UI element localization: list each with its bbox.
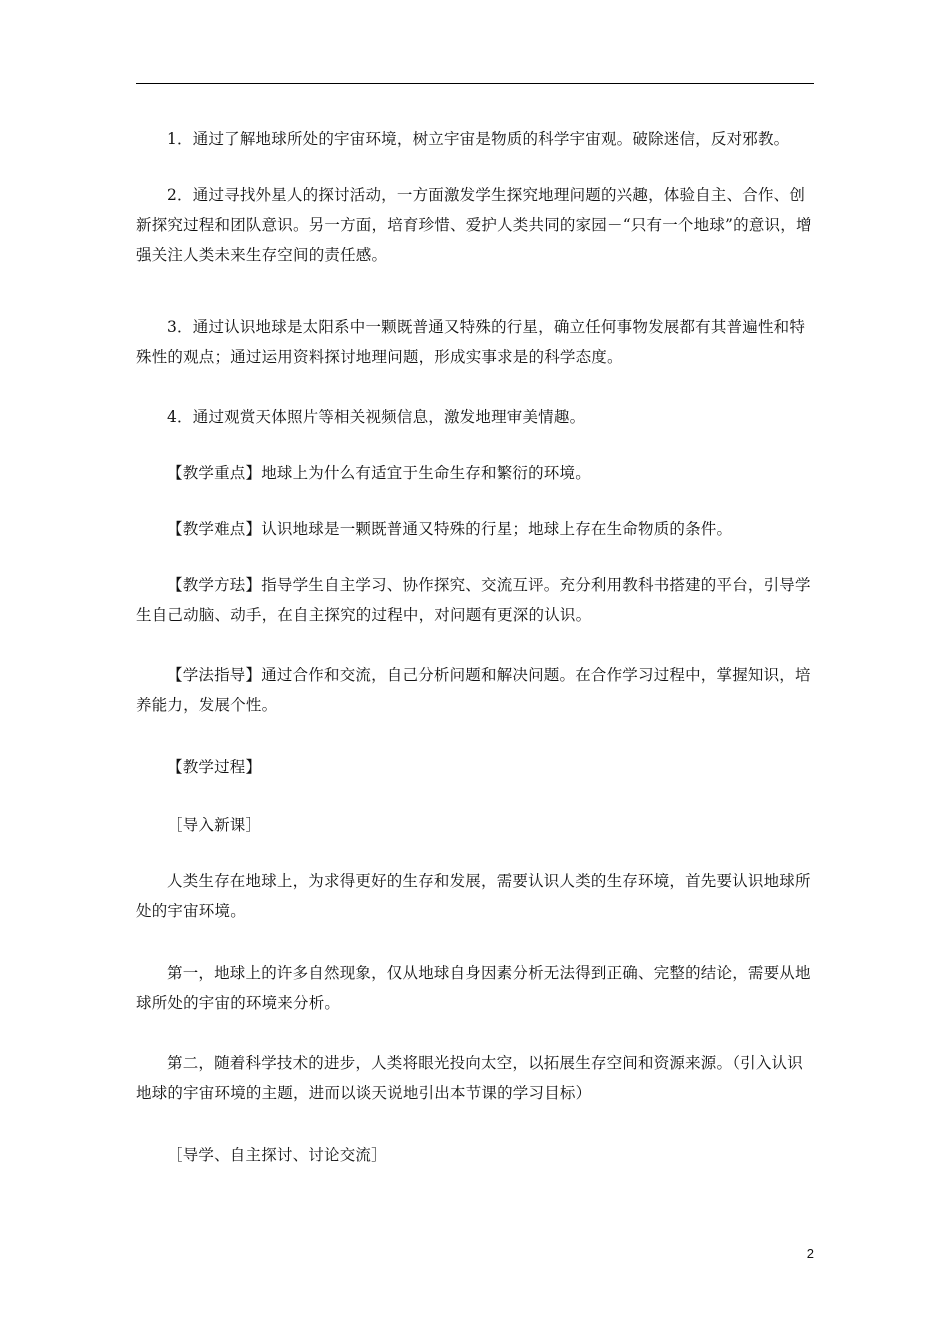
heading-guided-discussion: ［导学、自主探讨、讨论交流］ <box>167 1146 387 1164</box>
paragraph-intro-1: 人类生存在地球上，为求得更好的生存和发展，需要认识人类的生存环境，首先要认识地球所处的宇宙环境。 <box>136 872 811 920</box>
paragraph-goal-4: 4．通过观赏天体照片等相关视频信息，激发地理审美情趣。 <box>167 408 586 426</box>
heading-teaching-process: 【教学过程】 <box>167 758 262 776</box>
heading-new-lesson-intro: ［导入新课］ <box>167 816 262 834</box>
page-number: 2 <box>806 1246 814 1261</box>
paragraph-goal-3: 3．通过认识地球是太阳系中一颗既普通又特殊的行星，确立任何事物发展都有其普遍性和特殊性的观点；通过运用资料探讨地理问题，形成实事求是的科学态度。 <box>136 318 806 366</box>
paragraph-learning-guidance: 【学法指导】通过合作和交流，自己分析问题和解决问题。在合作学习过程中，掌握知识，培养能力，发展个性。 <box>136 666 811 714</box>
paragraph-intro-2: 第一，地球上的许多自然现象，仅从地球自身因素分析无法得到正确、完整的结论，需要从地球所处的宇宙的环境来分析。 <box>136 964 811 1012</box>
paragraph-teaching-method: 【教学方珐】指导学生自主学习、协作探究、交流互评。充分利用教科书搭建的平台，引导学生自己动脑、动手，在自主探究的过程中，对问题有更深的认识。 <box>136 576 811 624</box>
paragraph-goal-2: 2．通过寻找外星人的探讨活动，一方面激发学生探究地理问题的兴趣，体验自主、合作、创新探究过程和团队意识。另一方面，培育珍惜、爱护人类共同的家园－“只有一个地球”的意识，增强关注人类未来生存空间的责任感。 <box>136 186 812 264</box>
header-rule <box>136 83 814 84</box>
paragraph-teaching-difficulty: 【教学难点】认识地球是一颗既普通又特殊的行星；地球上存在生命物质的条件。 <box>167 520 733 538</box>
paragraph-teaching-focus: 【教学重点】地球上为什么有适宜于生命生存和繁衍的环境。 <box>167 464 591 482</box>
paragraph-goal-1: 1．通过了解地球所处的宇宙环境，树立宇宙是物质的科学宇宙观。破除迷信，反对邪教。 <box>167 130 790 148</box>
paragraph-intro-3: 第二，随着科学技术的进步，人类将眼光投向太空，以拓展生存空间和资源来源。（引入认识地球的宇宙环境的主题，进而以谈天说地引出本节课的学习目标） <box>136 1054 803 1102</box>
